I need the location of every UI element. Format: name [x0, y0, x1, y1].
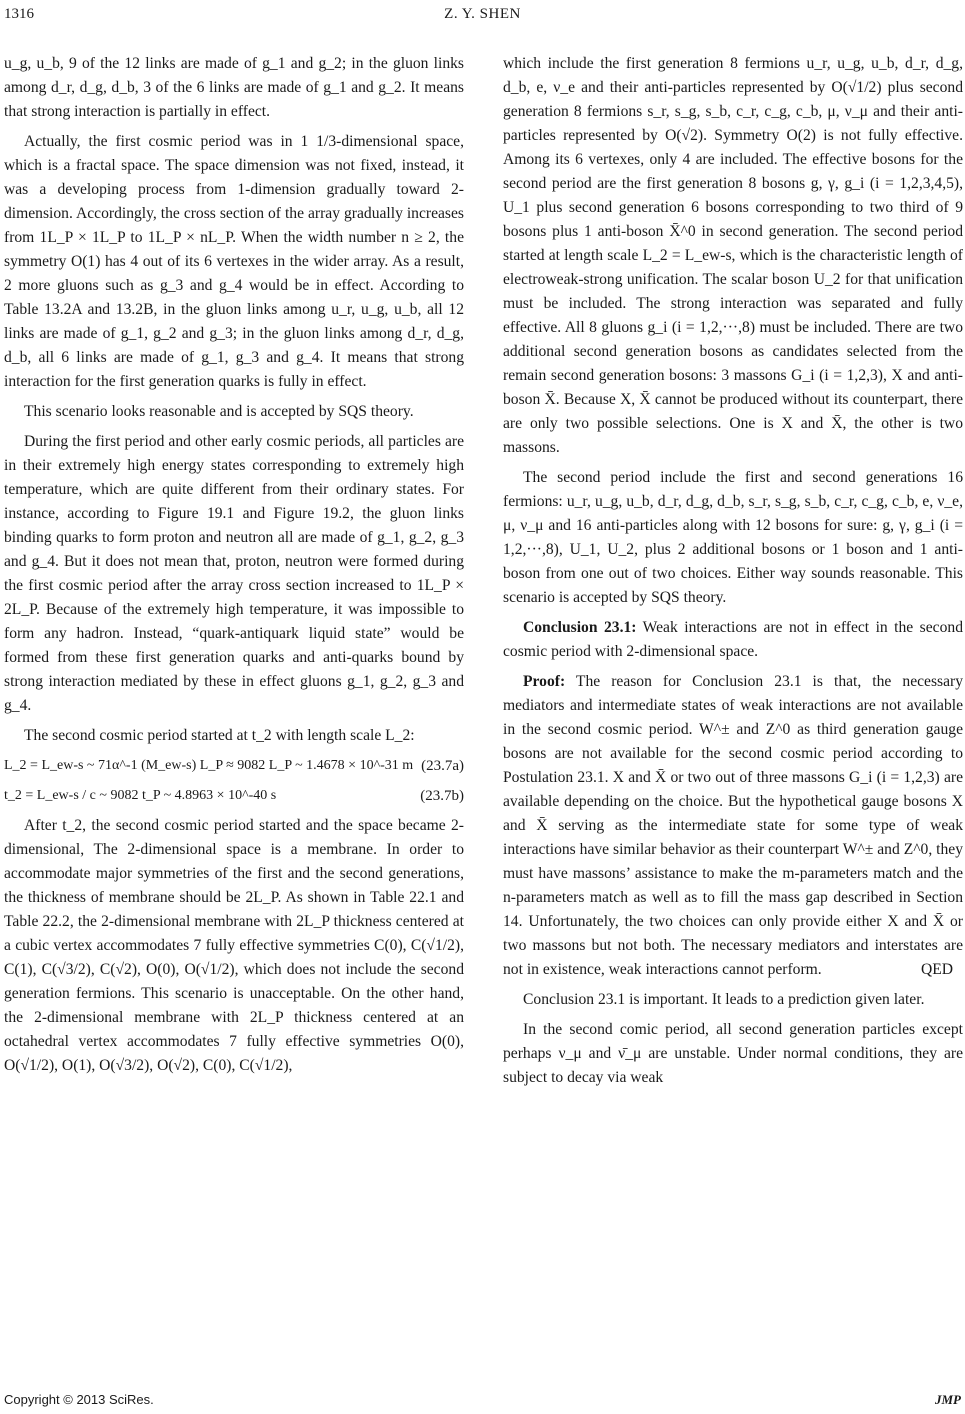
paragraph: The second period include the first and second generations 16 fermions: u_r, u_g, u_b, d_r, d_g, d_b, s_r, s_g, s_b, c_r, c_g, c_b, e, ν_e, μ, ν_μ and 16 anti-particles along with 12 bosons for sure: g, γ, g_i (i = 1,2,···,8), U_1, U_2, plus 2 additional bosons or 1 boson and 1 anti-boson from one out of two choices. Either way sounds reasonable. This scenario is accepted by SQS theory.	[503, 469, 963, 606]
page-number: 1316	[4, 6, 34, 22]
journal-name: JMP	[935, 1392, 961, 1407]
running-author: Z. Y. SHEN	[444, 6, 521, 22]
conclusion-text: Weak interactions are not in effect in the second cosmic period with 2-dimensional space.	[503, 619, 963, 660]
paragraph: During the first period and other early cosmic periods, all particles are in their extremely high energy states corresponding to extremely high temperature, which are quite different from their ordinary states. For instance, according to Figure 19.1 and Figure 19.2, the gluon links binding quarks to form proton and neutron all are made of g_1, g_2, g_3 and g_4. But it does not mean that, proton, neutron were formed during the first cosmic period after the array cross section increased to 1L_P × 2L_P. Because of the extremely high temperature, it was impossible to form any hadron. Instead, “quark-antiquark liquid state” would be formed from these first generation quarks and anti-quarks bound by strong interaction mediated by these in effect gluons g_1, g_2, g_3 and g_4.	[4, 433, 464, 714]
paragraph: This scenario looks reasonable and is accepted by SQS theory.	[24, 403, 414, 420]
paragraph: Actually, the first cosmic period was in 1 1/3-dimensional space, which is a fractal space. The space dimension was not fixed, instead, it was a developing process from 1-dimension gradually toward 2-dimension. Accordingly, the cross section of the array gradually increases from 1L_P × 1L_P to 1L_P × nL_P. When the width number n ≥ 2, the symmetry O(1) has 4 out of its 6 vertexes in the wider array. As a result, 2 more gluons such as g_3 and g_4 would be in effect. According to Table 13.2A and 13.2B, in the gluon links among u_r, u_g, u_b, all 12 links are made of g_1, g_2 and g_3; in the gluon links among d_r, d_g, d_b, all 6 links are made of g_1, g_3 and g_4. It means that strong interaction for the first generation quarks is fully in effect.	[4, 133, 464, 390]
proof-label: Proof:	[523, 673, 566, 690]
paragraph: In the second comic period, all second generation particles except perhaps ν_μ and ν̄_μ are unstable. Under normal conditions, they are subject to decay via weak	[503, 1021, 963, 1086]
paragraph: which include the first generation 8 fermions u_r, u_g, u_b, d_r, d_g, d_b, e, ν_e and their anti-particles represented by O(√1/2) plus second generation 8 fermions s_r, s_g, s_b, c_r, c_g, c_b, μ, ν_μ and their anti-particles represented by O(√2). Symmetry O(2) is not fully effective. Among its 6 vertexes, only 4 are included. The effective bosons for the second period are the first generation 8 bosons g, γ, g_i (i = 1,2,3,4,5), U_1 plus second generation 6 bosons corresponding to two third of 9 bosons plus 1 anti-boson X̄^0 in second generation. The second period started at length scale L_2 = L_ew-s, which is the characteristic length of electroweak-strong unification. The scalar boson U_2 for that unification must be included. The strong interaction was separated and fully effective. All 8 gluons g_i (i = 1,2,···,8) must be included. There are two additional second generation bosons as candidates selected from the remain second generation bosons: 3 massons G_i (i = 1,2,3), X and anti-boson X̄. Because X, X̄ cannot be produced without its counterpart, there are only two possible selections. One is X and X̄, the other is two massons.	[503, 55, 963, 456]
conclusion-label: Conclusion 23.1:	[523, 619, 637, 636]
right-column	[503, 52, 963, 1096]
copyright-notice: Copyright © 2013 SciRes.	[4, 1392, 154, 1407]
equation-body: t_2 = L_ew-s / c ~ 9082 t_P ~ 4.8963 × 10^-40 s	[4, 788, 277, 803]
conclusion-paragraph	[503, 616, 963, 664]
proof-paragraph	[503, 670, 963, 982]
left-column	[4, 52, 464, 1084]
proof-text: The reason for Conclusion 23.1 is that, the necessary mediators and intermediate states of weak interactions are not available in the second cosmic period. W^± and Z^0 as third generation gauge bosons are not available for the second cosmic period according to Postulation 23.1. X and X̄ or two out of three massons G_i (i = 1,2,3) are available depending on the choice. But the hypothetical gauge bosons X and X̄ serving as the intermediate state for some type of weak interactions have similar behavior as their counterpart W^± and Z^0, they must have massons’ assistance to make the m-parameters match and the n-parameters match as well as to fill the mass gap described in Section 14. Unfortunately, the two choices can only provide either X and X̄ or two massons but not both. The necessary mediators and interstates are not in existence, weak interactions cannot perform.	[503, 673, 964, 978]
equation-number: (23.7a)	[421, 758, 464, 774]
page-header	[0, 6, 965, 32]
equation-body: L_2 = L_ew-s ~ 71α^-1 (M_ew-s) L_P ≈ 9082 L_P ~ 1.4678 × 10^-31 m	[4, 758, 414, 773]
equation-23-7a	[4, 754, 464, 778]
paragraph: Conclusion 23.1 is important. It leads to a prediction given later.	[523, 991, 925, 1008]
qed-mark: QED	[920, 961, 953, 978]
equation-23-7b	[4, 784, 464, 808]
paragraph: The second cosmic period started at t_2 with length scale L_2:	[24, 727, 415, 744]
paragraph: u_g, u_b, 9 of the 12 links are made of g_1 and g_2; in the gluon links among d_r, d_g, d_b, 3 of the 6 links are made of g_1 and g_2. It means that strong interaction is partially in effect.	[4, 55, 464, 120]
paragraph: After t_2, the second cosmic period started and the space became 2-dimensional, The 2-dimensional space is a membrane. In order to accommodate major symmetries of the first and the second generations, the thickness of membrane should be 2L_P. As shown in Table 22.1 and Table 22.2, the 2-dimensional membrane with 2L_P thickness centered at a cubic vertex accommodates 7 fully effective symmetries C(0), C(√1/2), C(1), C(√3/2), C(√2), O(0), O(√1/2), which does not include the second generation fermions. This scenario is unacceptable. On the other hand, the 2-dimensional membrane with 2L_P thickness centered at an octahedral vertex accommodates 7 fully effective symmetries O(0), O(√1/2), O(1), O(√3/2), O(√2), C(0), C(√1/2),	[4, 817, 464, 1074]
equation-number: (23.7b)	[420, 788, 464, 804]
